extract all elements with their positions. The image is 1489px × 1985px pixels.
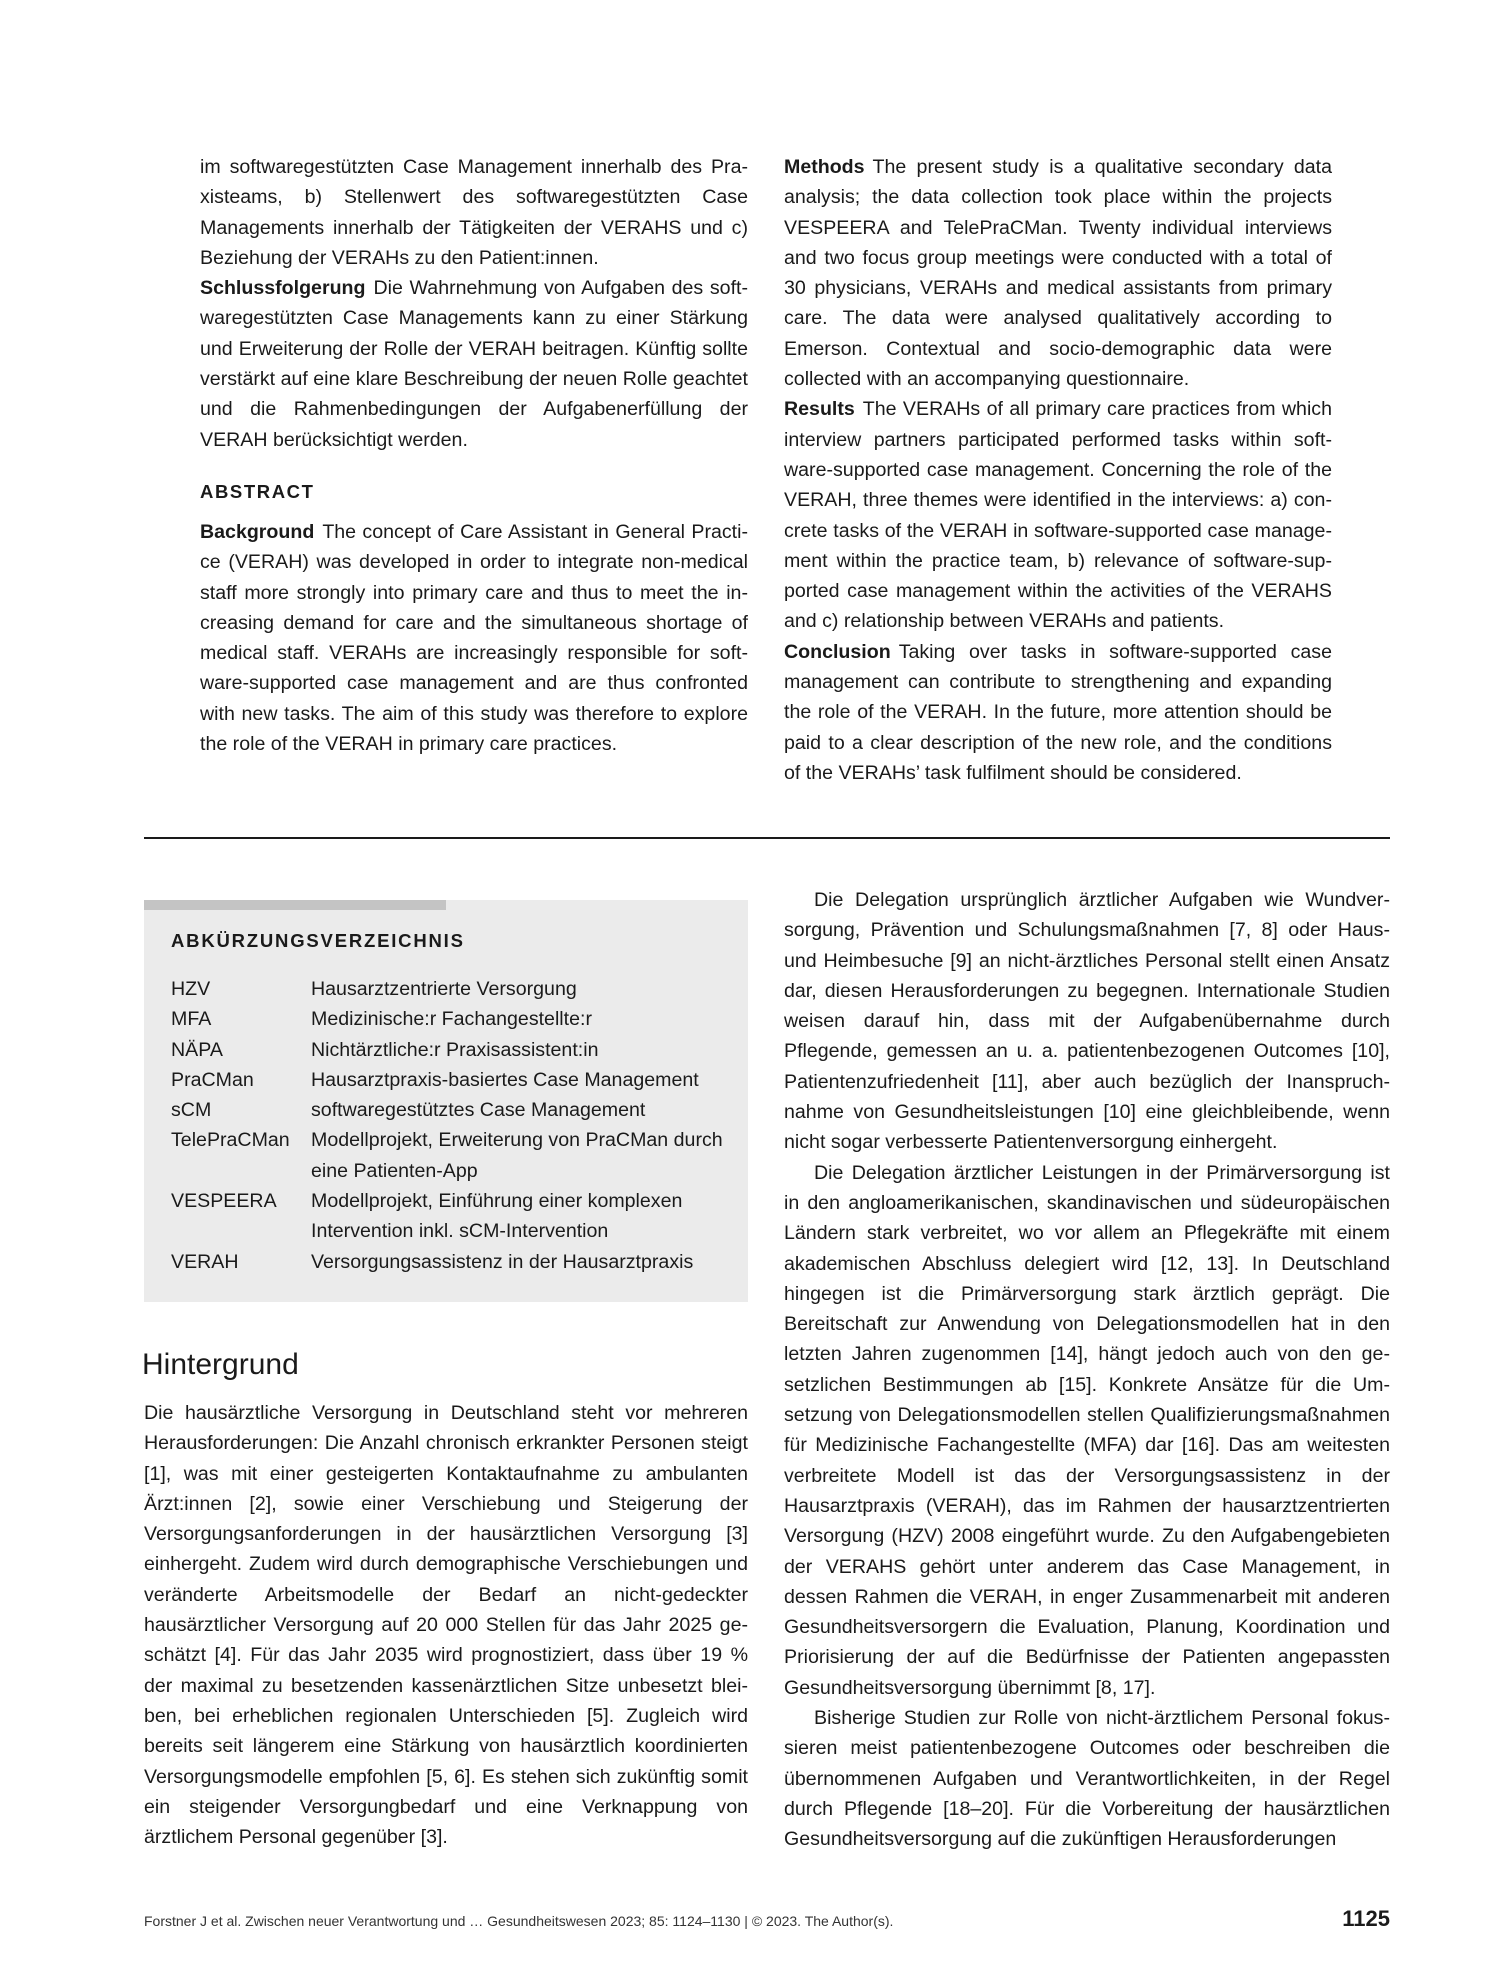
schlussfolgerung-text: Die Wahrnehmung von Aufgaben des softwaregestützten Case Managements kann zu einer Stärkung und Erweiterung der Rolle der VERAH beitragen. Künftig sollte verstärkt auf eine klare Beschreibung der neuen Rolle geachtet und die Rahmenbedingungen der Aufgabenerfüllung der VERAH berücksichtigt werden. <box>200 277 748 451</box>
results-text: The VERAHs of all primary care practices from which interview partners participated performed tasks within software-supported case management. Concerning the role of the VERAH, three themes were identified in the interviews: a) concrete tasks of the VERAH in software-supported case management within the practice team, b) relevance of software-supported case management within the activities of the VERAHS and c) relationship between VERAHs and patients. <box>784 398 1332 633</box>
background-section <box>200 517 748 759</box>
abbreviation-row <box>171 1035 731 1065</box>
abstract-right-column <box>784 152 1332 788</box>
abbreviation-definition: Modellprojekt, Einführung einer komplexen Intervention inkl. sCM-Intervention <box>311 1190 683 1243</box>
conclusion-text: Taking over tasks in software-supported case management can contribute to strengthening and expanding the role of the VERAH. In the future, more attention should be paid to a clear description of the new role, and the conditions of the VERAHs’ task fulfilment should be considered. <box>784 640 1332 784</box>
page-number: 1125 <box>1342 1906 1390 1931</box>
body-paragraph: Die Delegation ärztlicher Leistungen in der Primärversorgung ist in den angloamerikanischen, skandinavischen und südeuropäischen Ländern stark verbreitet, wo vor allem an Pflegekräfte mit einem akademischen Abschluss delegiert wird [12, 13]. In Deutschland hingegen ist die Primärversorgung stark ärztlich geprägt. Die Bereitschaft zur Anwendung von Delegationsmodellen hat in den letzten Jahren zugenommen [14], hängt jedoch auch von den gesetzlichen Bestimmungen ab [15]. Konkrete Ansätze für die Umsetzung von Delegationsmodellen stellen Qualifizierungsmaßnahmen für Medizinische Fachangestellte (MFA) dar [16]. Das am weitesten verbreitete Modell ist das der Versorgungsassistenz in der Hausarztpraxis (VERAH), das im Rahmen der hausarztzentrierten Versorgung (HZV) 2008 eingeführt wurde. Zu den Aufgabengebieten der VERAHS gehört unter anderem das Case Management, in dessen Rahmen die VERAH, in enger Zusammenarbeit mit anderen Gesundheitsversorgern die Evaluation, Planung, Koordination und Priorisierung der auf die Bedürfnisse der Patienten angepassten Gesundheitsversorgung übernimmt [8, 17]. <box>784 1161 1390 1699</box>
abbreviation-list <box>171 974 731 1277</box>
page-footer <box>144 1906 1390 1932</box>
abbreviation-row <box>171 1004 731 1034</box>
footer-citation: Forstner J et al. Zwischen neuer Verantwortung und … Gesundheitswesen 2023; 85: 1124–1130 | © 2023. The Author(s). <box>144 1913 894 1929</box>
schlussfolgerung-label: Schlussfolgerung <box>200 277 366 300</box>
abbreviation-definition: Medizinische:r Fachangestellte:r <box>311 1008 592 1031</box>
abbreviation-row <box>171 974 731 1004</box>
abbreviation-row <box>171 1125 731 1186</box>
abbreviation-definition: Versorgungsassistenz in der Hausarztpraxis <box>311 1250 694 1273</box>
schlussfolgerung-section <box>200 273 748 455</box>
abbreviation-term: VESPEERA <box>171 1190 277 1213</box>
body-paragraph: Die Delegation ursprünglich ärztlicher Aufgaben wie Wundversorgung, Prävention und Schulungsmaßnahmen [7, 8] oder Haus- und Heimbesuche [9] an nicht-ärztliches Personal stellt einen Ansatz dar, diesen Herausforderungen zu begegnen. Internationale Studien weisen darauf hin, dass mit der Aufgabenübernahme durch Pflegende, gemessen an u. a. patientenbezogenen Outcomes [10], Patientenzufriedenheit [11], aber auch bezüglich der Inanspruchnahme von Gesundheitsleistungen [10] eine gleichbleibende, wenn nicht sogar verbesserte Patientenversorgung einhergeht. <box>784 889 1390 1154</box>
section-title-hintergrund: Hintergrund <box>142 1348 299 1381</box>
body-left-column <box>144 1398 748 1852</box>
body-paragraph: Bisherige Studien zur Rolle von nicht-ärztlichem Personal fokussieren meist patientenbezogene Outcomes oder beschreiben die übernommenen Aufgaben und Verantwortlichkeiten, in der Regel durch Pflegende [18–20]. Für die Vorbereitung der hausärztlichen Gesundheitsversorgung auf die zukünftigen Herausforderungen <box>784 1707 1390 1851</box>
section-divider <box>144 837 1390 839</box>
methods-label: Methods <box>784 156 865 178</box>
abstract-left-column <box>200 152 748 759</box>
abbreviation-term: PraCMan <box>171 1068 254 1091</box>
abbreviation-box-accent-bar <box>144 900 446 910</box>
results-label: Results <box>784 398 855 421</box>
results-section <box>784 394 1332 636</box>
abbreviation-title: ABKÜRZUNGSVERZEICHNIS <box>171 930 465 951</box>
background-text: The concept of Care Assistant in General Practice (VERAH) was developed in order to integrate non-medical staff more strongly into primary care and thus to meet the increasing demand for care and the simultaneous shortage of medical staff. VERAHs are increasingly responsible for software-supported case management and are thus confronted with new tasks. The aim of this study was therefore to explore the role of the VERAH in primary care practices. <box>200 520 748 756</box>
abbreviation-term: MFA <box>171 1008 212 1031</box>
abbreviation-term: NÄPA <box>171 1038 223 1061</box>
abbreviation-row <box>171 1065 731 1095</box>
abbreviation-definition: softwaregestütztes Case Management <box>311 1099 646 1122</box>
abbreviation-definition: Modellprojekt, Erweiterung von PraCMan durch eine Patienten-App <box>311 1129 723 1182</box>
abbreviation-row <box>171 1247 731 1277</box>
abbreviation-definition: Hausarztzentrierte Versorgung <box>311 978 577 1000</box>
abbreviation-term: HZV <box>171 978 211 1000</box>
abstract-heading: ABSTRACT <box>200 480 315 502</box>
methods-section <box>784 152 1332 394</box>
abbreviation-term: VERAH <box>171 1250 239 1273</box>
abbreviation-term: sCM <box>171 1099 212 1122</box>
abbreviation-term: TelePraCMan <box>171 1129 290 1152</box>
abbreviation-definition: Hausarztpraxis-basiertes Case Management <box>311 1068 699 1091</box>
abbreviation-definition: Nichtärztliche:r Praxisassistent:in <box>311 1038 599 1061</box>
body-right-column <box>784 885 1390 1855</box>
summary-continuation: im softwaregestützten Case Management innerhalb des Praxisteams, b) Stellenwert des softwaregestützten Case Managements innerhalb der Tätigkeiten der VERAHS und c) Beziehung der VERAHs zu den Patient:innen. <box>200 156 748 269</box>
abbreviation-row <box>171 1186 731 1247</box>
abbreviation-row <box>171 1095 731 1125</box>
background-label: Background <box>200 520 315 543</box>
hintergrund-paragraph: Die hausärztliche Versorgung in Deutschland steht vor mehreren Herausforderungen: Die Anzahl chronisch erkrankter Personen steigt [1], was mit einer gesteigerten Kontaktaufnahme zu ambulanten Ärzt:innen [2], sowie einer Verschiebung und Steigerung der Versorgungsanforderungen in der hausärztlichen Versorgung [3] einhergeht. Zudem wird durch demographische Verschiebungen und veränderte Arbeitsmodelle der Bedarf an nicht-gedeckter hausärztlicher Versorgung auf 20 000 Stellen für das Jahr 2025 geschätzt [4]. Für das Jahr 2035 wird prognostiziert, dass über 19 % der maximal zu besetzenden kassenärztlichen Sitze unbesetzt bleiben, bei erheblichen regionalen Unterschieden [5]. Zugleich wird bereits seit längerem eine Stärkung von hausärztlich koordinierten Versorgungsmodelle empfohlen [5, 6]. Es stehen sich zukünftig somit ein steigender Versorgungbedarf und eine Verknappung von ärztlichem Personal gegenüber [3]. <box>144 1402 748 1849</box>
conclusion-label: Conclusion <box>784 640 891 663</box>
conclusion-section <box>784 637 1332 788</box>
methods-text: The present study is a qualitative secondary data analysis; the data collection took place within the projects VESPEERA and TelePraCMan. Twenty individual interviews and two focus group meetings were conducted with a total of 30 physicians, VERAHs and medical assistants from primary care. The data were analysed qualitatively according to Emerson. Contextual and socio-demographic data were collected with an accompanying questionnaire. <box>784 156 1332 391</box>
